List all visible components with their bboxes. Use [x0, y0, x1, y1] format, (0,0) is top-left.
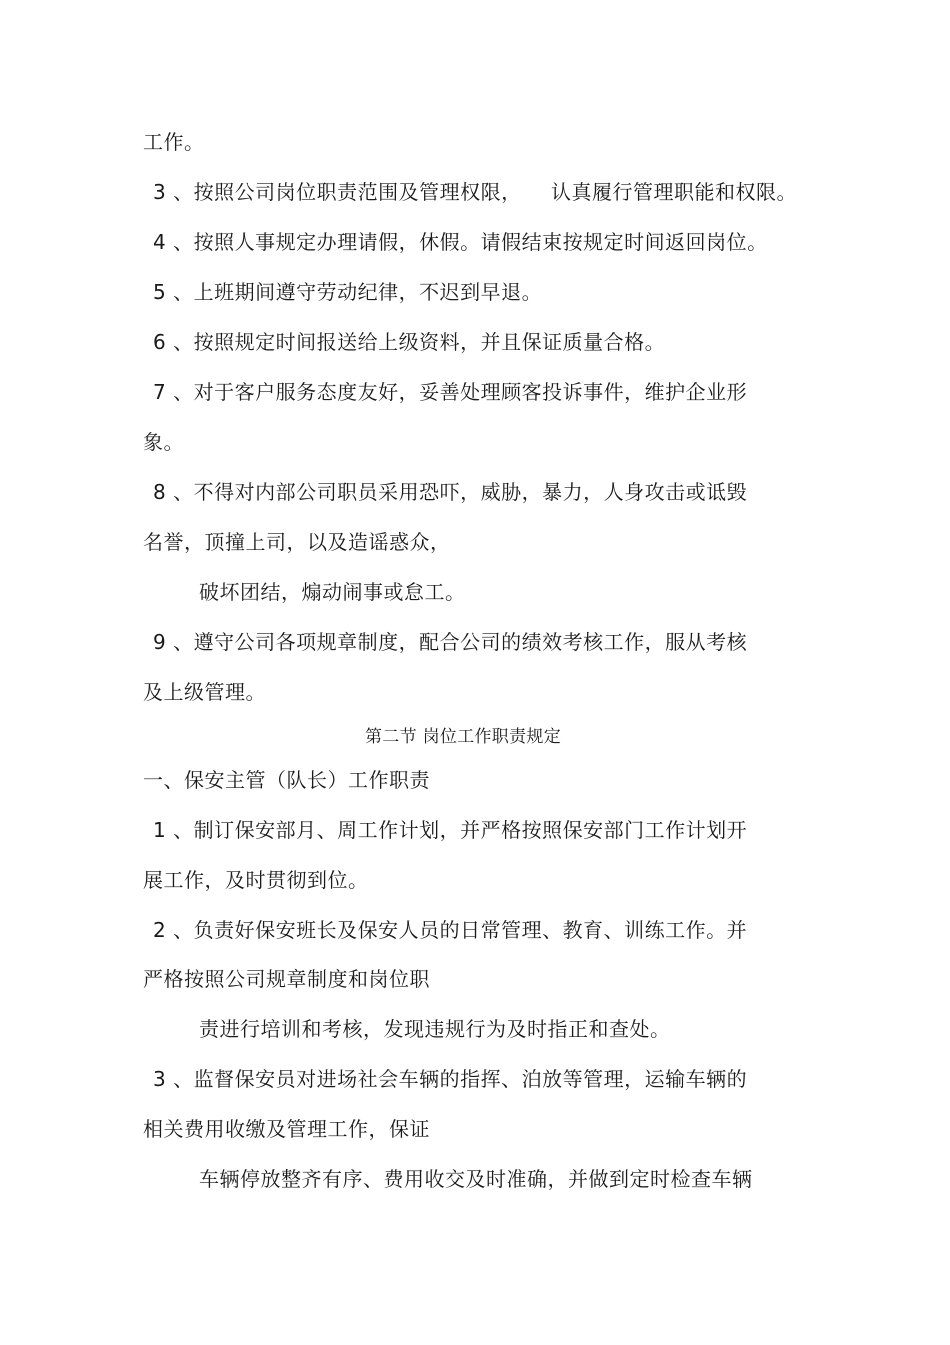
text-line: 车辆停放整齐有序、费用收交及时准确，并做到定时检查车辆 [199, 1167, 753, 1191]
section-heading: 第二节 岗位工作职责规定 [365, 727, 562, 747]
text-line: 8 、不得对内部公司职员采用恐吓，威胁，暴力，人身攻击或诋毁 [153, 480, 748, 504]
text-line: 名誉，顶撞上司，以及造谣惑众， [143, 530, 451, 554]
text-line: 及上级管理。 [143, 680, 266, 704]
text-line: 象。 [143, 430, 184, 454]
text-line: 责进行培训和考核，发现违规行为及时指正和查处。 [199, 1017, 671, 1041]
text-line: 5 、上班期间遵守劳动纪律，不迟到早退。 [153, 280, 543, 304]
text-line: 工作。 [143, 130, 205, 154]
text-line: 3 、按照公司岗位职责范围及管理权限， [153, 180, 522, 204]
text-line: 4 、按照人事规定办理请假，休假。请假结束按规定时间返回岗位。 [153, 230, 768, 254]
text-line: 2 、负责好保安班长及保安人员的日常管理、教育、训练工作。并 [153, 918, 748, 942]
text-line: 认真履行管理职能和权限。 [551, 180, 797, 204]
text-line: 相关费用收缴及管理工作，保证 [143, 1117, 430, 1141]
subsection-heading: 一、保安主管（队长）工作职责 [143, 768, 430, 792]
text-line: 展工作，及时贯彻到位。 [143, 868, 369, 892]
text-line: 1 、制订保安部月、周工作计划，并严格按照保安部门工作计划开 [153, 818, 748, 842]
text-line: 严格按照公司规章制度和岗位职 [143, 967, 430, 991]
text-line: 6 、按照规定时间报送给上级资料，并且保证质量合格。 [153, 330, 666, 354]
text-line: 破坏团结，煽动闹事或怠工。 [199, 580, 466, 604]
text-line: 9 、遵守公司各项规章制度，配合公司的绩效考核工作，服从考核 [153, 630, 748, 654]
text-line: 7 、对于客户服务态度友好，妥善处理顾客投诉事件，维护企业形 [153, 380, 748, 404]
text-line: 3 、监督保安员对进场社会车辆的指挥、泊放等管理，运输车辆的 [153, 1067, 748, 1091]
